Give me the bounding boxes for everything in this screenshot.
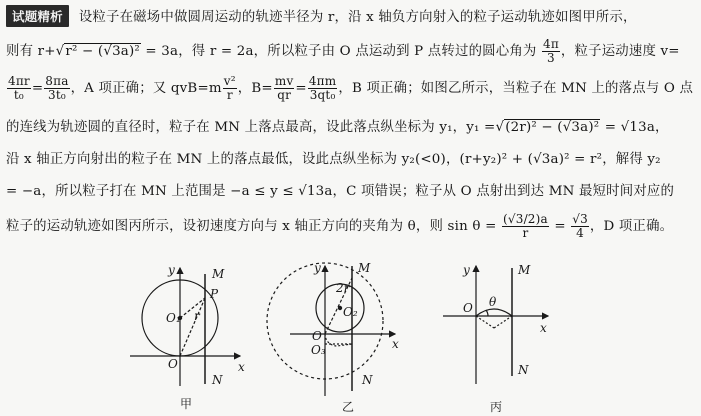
caption-jia: 甲 — [180, 397, 193, 411]
label-y-jia: y — [168, 263, 175, 277]
line-3-part-a: ，A 项正确；又 qvB=m — [70, 81, 222, 96]
figures-panel — [0, 256, 701, 416]
line-2-part-a: 则有 r+ — [6, 44, 56, 59]
text-line-1 — [6, 5, 693, 27]
label-o-jia: O — [168, 357, 178, 371]
fraction-sin-1: $\frac{(√3/2)a}{r}$ — [503, 212, 548, 240]
fraction-v2: $\frac{8\pi a}{\text{3t₀}}$ — [45, 74, 69, 102]
label-n-bing: N — [518, 363, 529, 377]
figure-yi — [267, 263, 395, 396]
fraction-force: $\frac{\text{v²}}{r}$ — [223, 74, 236, 102]
label-o-yi: O — [312, 329, 322, 343]
text-line-2: 则有 r+√r² − (√3a)² = 3a，得 r = 2a，所以粒子由 O 点运动到 P 点转过的圆心角为 $\frac{4\pi}{3}$ ，粒子运动速度 v= — [6, 37, 680, 65]
text-line-7: 粒子的运动轨迹如图丙所示，设初速度方向与 x 轴正方向的夹角为 θ，则 sin θ = $\frac{(√3/2)a}{r}$ = $\frac{√3}{4}$ ，D 项正确。 — [6, 212, 674, 240]
trajectory-arc-bing — [476, 309, 512, 316]
line-2-part-c: = 3a，得 r = 2a，所以粒子由 O 点运动到 P 点转过的圆心角为 — [140, 44, 537, 59]
label-n-jia: N — [212, 373, 223, 387]
line-2-part-d: ，粒子运动速度 v= — [560, 44, 680, 59]
sqrt-expression-1: r² − (√3a)² — [65, 44, 140, 59]
label-x-jia: x — [238, 360, 245, 374]
figure-bing — [443, 266, 548, 384]
line-4-part-c: = √13a， — [600, 120, 669, 135]
label-o1-jia: O₁ — [166, 311, 181, 325]
label-x-bing: x — [540, 321, 547, 335]
analysis-badge: 试题精析 — [6, 5, 69, 27]
label-o-bing: O — [463, 301, 473, 315]
label-m-bing: M — [518, 263, 531, 277]
caption-yi: 乙 — [342, 400, 355, 414]
label-2r-yi: 2r — [336, 281, 350, 295]
text-line-4: 的连线为轨迹圆的直径时，粒子在 MN 上落点最高，设此落点纵坐标为 y₁，y₁ =√(2r)² − (√3a)² = √13a， — [6, 120, 669, 135]
label-m-yi: M — [358, 261, 371, 275]
line-3-part-c: ，B 项正确；如图乙所示，当粒子在 MN 上的落点与 O 点 — [338, 81, 694, 96]
label-o2-yi: O₂ — [343, 305, 358, 319]
label-x-yi: x — [392, 337, 399, 351]
label-y-yi: y — [314, 261, 321, 275]
label-theta-bing: θ — [489, 295, 497, 309]
fraction-angle: $\frac{4\pi}{3}$ — [543, 37, 559, 65]
line-3-part-b: ，B= — [237, 81, 273, 96]
fraction-b1: $\frac{mv}{qr}$ — [274, 74, 294, 102]
figure-jia — [130, 268, 240, 386]
label-m-jia: M — [212, 267, 225, 281]
fraction-sin-2: $\frac{√3}{4}$ — [572, 212, 588, 240]
line-7-part-a: 粒子的运动轨迹如图丙所示，设初速度方向与 x 轴正方向的夹角为 θ，则 sin θ = — [6, 219, 497, 234]
label-y-bing: y — [463, 263, 470, 277]
line-4-part-a: 的连线为轨迹圆的直径时，粒子在 MN 上落点最高，设此落点纵坐标为 y₁，y₁ = — [6, 120, 496, 135]
sqrt-expression-2: (2r)² − (√3a)² — [505, 120, 600, 135]
label-o3-yi: O₃ — [311, 343, 326, 357]
caption-bing: 丙 — [490, 400, 503, 414]
line-1-text: 设粒子在磁场中做圆周运动的轨迹半径为 r，沿 x 轴负方向射入的粒子运动轨迹如图甲所示， — [78, 10, 637, 25]
fraction-b2: $\frac{4\pi m}{\text{3qt₀}}$ — [308, 74, 337, 102]
label-n-yi: N — [362, 373, 373, 387]
label-r-jia: r — [194, 309, 200, 323]
label-p-jia: P — [210, 287, 219, 301]
text-line-3: $\frac{4\pi r}{\text{t₀}}$ = $\frac{8\pi a}{\text{3t₀}}$ ，A 项正确；又 qvB=m $\frac{\text{v²}}{r}$ ，B= $\frac{mv}{qr}$ = $\frac{4\pi m}{\text{3qt₀}}$ ，B 项正确；如图乙所示，当粒子在 MN 上的落点与 O 点 — [8, 74, 694, 102]
text-line-5: 沿 x 轴正方向射出的粒子在 MN 上的落点最低，设此点纵坐标为 y₂(<0)，(r+y₂)² + (√3a)² = r²，解得 y₂ — [6, 152, 661, 167]
text-line-6: = −a，所以粒子打在 MN 上范围是 −a ≤ y ≤ √13a，C 项错误；粒子从 O 点射出到达 MN 最短时间对应的 — [6, 184, 675, 199]
line-7-part-c: ，D 项正确。 — [589, 219, 674, 234]
fraction-v1: $\frac{4\pi r}{\text{t₀}}$ — [8, 74, 30, 102]
